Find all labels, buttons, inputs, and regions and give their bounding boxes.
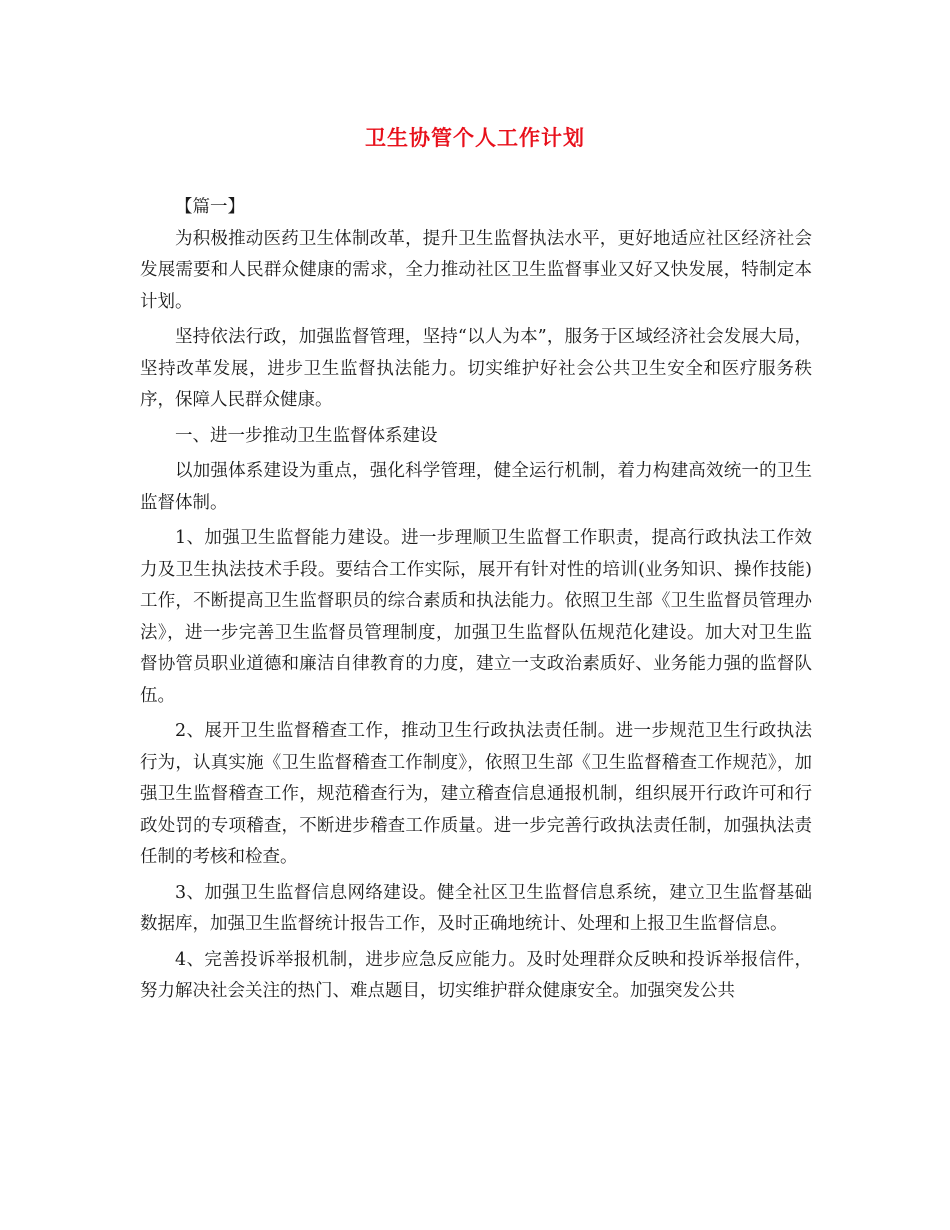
section-heading-1: 一、进一步推动卫生监督体系建设 bbox=[175, 425, 438, 446]
paragraph-item-4: 4、完善投诉举报机制，进步应急反应能力。及时处理群众反映和投诉举报信件，努力解决社会关注的热门、难点题目，切实维护群众健康安全。加强突发公共 bbox=[140, 949, 812, 1001]
paragraph-item-3: 3、加强卫生监督信息网络建设。健全社区卫生监督信息系统，建立卫生监督基础数据库，加强卫生监督统计报告工作，及时正确地统计、处理和上报卫生监督信息。 bbox=[140, 882, 812, 934]
section-tag: 【篇一】 bbox=[175, 197, 245, 217]
paragraph-item-1: 1、加强卫生监督能力建设。进一步理顺卫生监督工作职责，提高行政执法工作效力及卫生执法技术手段。要结合工作实际，展开有针对性的培训(业务知识、操作技能)工作，不断提高卫生监督职员的综合素质和执法能力。依照卫生部《卫生监督员管理办法》，进一步完善卫生监督员管理制度，加强卫生监督队伍规范化建设。加大对卫生监督协管员职业道德和廉洁自律教育的力度，建立一支政治素质好、业务能力强的监督队伍。 bbox=[140, 528, 812, 706]
paragraph-system: 以加强体系建设为重点，强化科学管理，健全运行机制，着力构建高效统一的卫生监督体制。 bbox=[140, 461, 812, 513]
paragraph-intro: 为积极推动医药卫生体制改革，提升卫生监督执法水平，更好地适应社区经济社会发展需要和人民群众健康的需求，全力推动社区卫生监督事业又好又快发展，特制定本计划。 bbox=[140, 228, 812, 312]
document-title: 卫生协管个人工作计划 bbox=[365, 125, 585, 150]
paragraph-principle: 坚持依法行政，加强监督管理，坚持“以人为本”，服务于区域经济社会发展大局，坚持改革发展，进步卫生监督执法能力。切实维护好社会公共卫生安全和医疗服务秩序，保障人民群众健康。 bbox=[140, 327, 812, 410]
paragraph-item-2: 2、展开卫生监督稽查工作，推动卫生行政执法责任制。进一步规范卫生行政执法行为，认真实施《卫生监督稽查工作制度》，依照卫生部《卫生监督稽查工作规范》，加强卫生监督稽查工作，规范稽查行为，建立稽查信息通报机制，组织展开行政许可和行政处罚的专项稽查，不断进步稽查工作质量。进一步完善行政执法责任制，加强执法责任制的考核和检查。 bbox=[140, 721, 812, 867]
document-body bbox=[140, 192, 812, 1012]
